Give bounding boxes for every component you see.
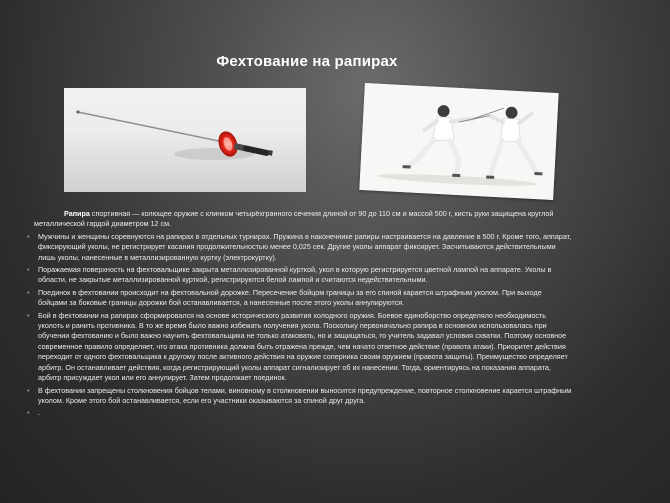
list-item: • Мужчины и женщины соревнуются на рапирах в отдельных турнирах. Пружина в наконечнике рапиры настраивается на давление в 500 г. Кроме того, аппарат, фиксирующий уколы, не регистрирует касания продолжительностью менее 0,025 сек. Другие уколы аппарат фиксирует. Засчитываются действительными лишь уколы, нанесенные в металлизированную куртку (электрокуртку).	[34, 232, 572, 263]
rapier-photo	[64, 88, 306, 192]
lead-text: спортивная — колющее оружие с клинком четырёхгранного сечения длиной от 90 до 110 см и массой 500 г, кисть руки защищена круглой металлической гардой диаметром 12 см.	[34, 209, 554, 229]
slide-title: Фехтование на рапирах	[216, 53, 398, 70]
lead-paragraph	[34, 209, 572, 230]
list-item: • Поединок в фехтовании происходит на фехтовальной дорожке. Пересечение бойцом границы за его спиной карается штрафным уколом. При выходе бойцами за боковые границы дорожки бой останавливается, а нанесенные после этого уколы аннулируются.	[34, 288, 572, 309]
slide-body	[34, 209, 572, 421]
fencers-photo	[359, 83, 558, 200]
list-item: • Бой в фехтовании на рапирах сформировался на основе исторического развития холодного оружия. Боевое единоборство определяло необходимость уколоть и ранить противника. В то же время было важно избежать получения укола. Поскольку первоначально рапира в основном использовалась при обучении фехтованию и было важно научить фехтовальщика не только атаковать, но и защищаться, то учитель задавал условия схватки. Поэтому основное современное правило определяет, что атака противника должна быть отражена прежде, чем начато ответное действие (правота атаки). Приоритет действия переходит от одного фехтовальщика к другому после активного действия на оружие соперника своим оружием (правота защиты). Преимущество определяет арбитр. Он останавливает действия, когда регистрирующий уколы аппарат сигнализирует об их нанесении. Тогда, ориентируясь на показания аппарата, арбитр присуждает укол или его аннулирует. Затем продолжает поединок.	[34, 311, 572, 384]
list-item: • .	[34, 408, 572, 418]
lead-term: Рапира	[64, 209, 90, 218]
list-item: • В фехтовании запрещены столкновения бойцов телами, виновному в столкновении выносится предупреждение, повторное столкновение карается штрафным уколом. Кроме этого бой останавливается, если его участники оказываются за спиной друг друга.	[34, 386, 572, 407]
fencers-photo-icon	[359, 83, 558, 200]
bullet-list	[34, 232, 572, 419]
list-item: • Поражаемая поверхность на фехтовальщике закрыта металлизированной курткой, укол в которую регистрируется цветной лампой на аппарате. Уколы в области, не закрытые металлизированной курткой, регистрируются белой лампой и считаются недействительными.	[34, 265, 572, 286]
rapier-icon	[64, 88, 306, 192]
